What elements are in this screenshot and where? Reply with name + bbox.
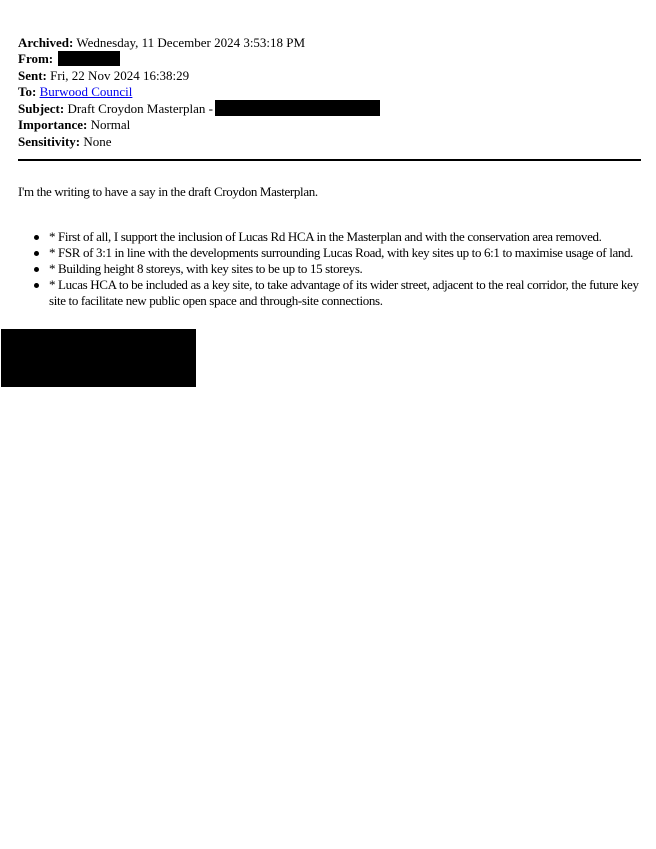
list-item-text: * Lucas HCA to be included as a key site, to take advantage of its wider street, adjacent to the real corridor, the future key site to facilitate new public open space and through-site connections.: [49, 277, 639, 308]
email-header: [18, 35, 380, 150]
sent-label: Sent:: [18, 67, 47, 83]
list-item-text: * First of all, I support the inclusion of Lucas Rd HCA in the Masterplan and with the conservation area removed.: [49, 229, 602, 244]
bullet-icon: [34, 267, 39, 272]
importance-value: Normal: [90, 117, 131, 133]
list-item: [49, 277, 641, 309]
subject-redaction: [215, 100, 380, 116]
header-divider: [18, 159, 641, 161]
to-label: To:: [18, 83, 37, 99]
list-item: [49, 245, 641, 261]
importance-label: Importance:: [18, 117, 88, 133]
list-item: [49, 261, 641, 277]
subject-value: Draft Croydon Masterplan -: [67, 101, 213, 117]
to-row: [18, 84, 380, 100]
sent-value: Fri, 22 Nov 2024 16:38:29: [50, 67, 190, 83]
bullet-icon: [34, 251, 39, 256]
to-recipient-link[interactable]: Burwood Council: [39, 83, 133, 99]
subject-label: Subject:: [18, 101, 65, 117]
archived-value: Wednesday, 11 December 2024 3:53:18 PM: [76, 35, 306, 50]
sensitivity-row: [18, 134, 380, 150]
list-item: [49, 229, 641, 245]
from-row: [18, 51, 380, 67]
sensitivity-value: None: [83, 133, 112, 149]
signature-redaction: [1, 329, 196, 387]
archived-label: Archived:: [18, 35, 74, 50]
list-item-text: * FSR of 3:1 in line with the developments surrounding Lucas Road, with key sites up to 6:1 to maximise usage of land.: [49, 245, 634, 260]
bullet-list: [49, 229, 641, 309]
intro-paragraph: I'm the writing to have a say in the draft Croydon Masterplan.: [18, 184, 318, 199]
bullet-icon: [34, 283, 39, 288]
from-redaction: [58, 51, 120, 66]
importance-row: [18, 117, 380, 133]
archived-row: [18, 35, 380, 51]
subject-row: [18, 100, 380, 117]
list-item-text: * Building height 8 storeys, with key sites to be up to 15 storeys.: [49, 261, 363, 276]
bullet-icon: [34, 235, 39, 240]
sent-row: [18, 68, 380, 84]
sensitivity-label: Sensitivity:: [18, 133, 81, 149]
from-label: From:: [18, 51, 54, 67]
